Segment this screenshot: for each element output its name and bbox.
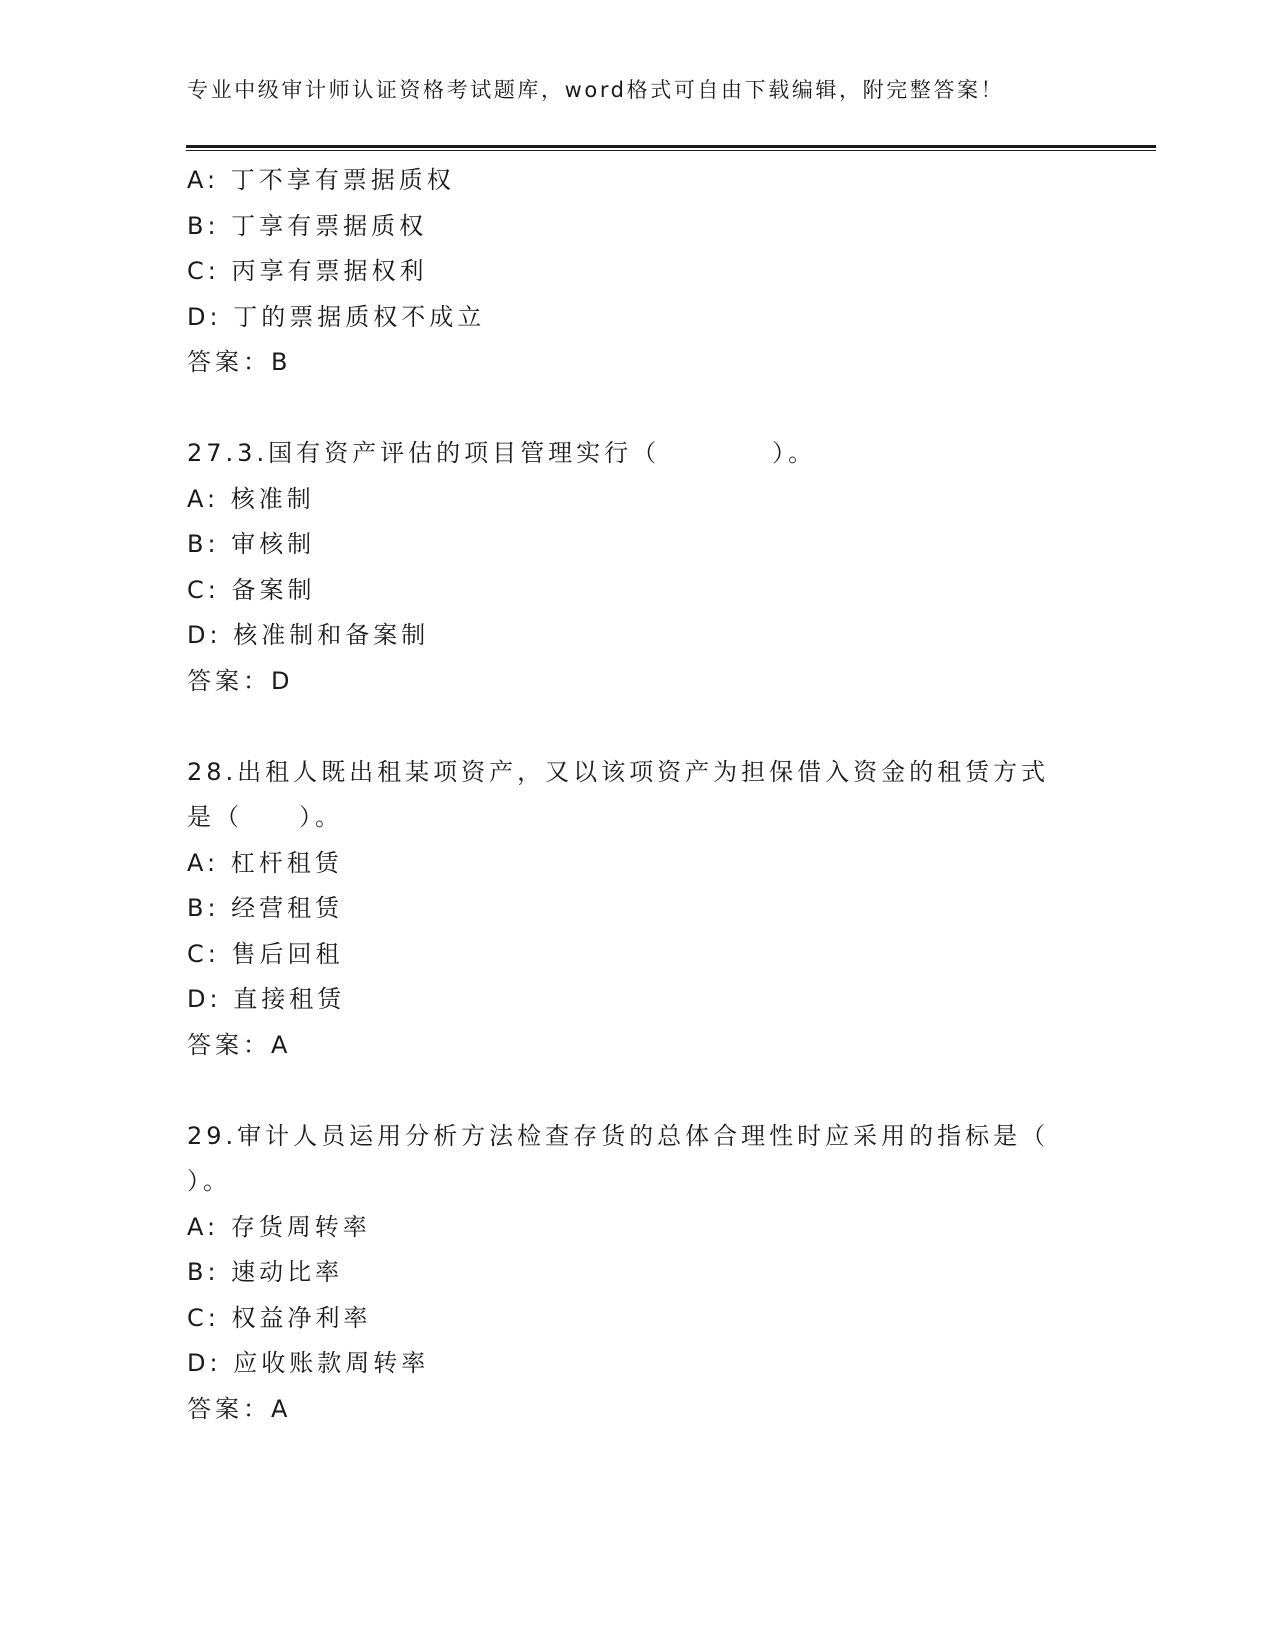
spacer (187, 1068, 1087, 1114)
option-a: A: 杠杆租赁 (187, 848, 343, 877)
question-list (187, 158, 1087, 1432)
question-text: 27.3.国有资产评估的项目管理实行（ ）。 (187, 439, 817, 467)
option-a: A: 丁不享有票据质权 (187, 166, 455, 194)
option-c: C: 售后回租 (187, 939, 344, 968)
question-text-line1: 29.审计人员运用分析方法检查存货的总体合理性时应采用的指标是（ (187, 1121, 1050, 1150)
option-b: B: 丁享有票据质权 (187, 211, 428, 240)
option-b: B: 经营租赁 (187, 894, 344, 922)
question-text-line2: 是（ ）。 (187, 803, 343, 831)
question-block-27 (187, 431, 1087, 704)
option-d: D: 丁的票据质权不成立 (187, 302, 486, 331)
spacer (187, 704, 1087, 750)
answer-line: 答案：B (187, 348, 292, 376)
option-b: B: 审核制 (187, 530, 316, 558)
question-block-prev (187, 158, 1087, 386)
option-c: C: 丙享有票据权利 (187, 257, 428, 285)
answer-line: 答案：A (187, 1030, 292, 1059)
option-a: A: 存货周转率 (187, 1212, 371, 1241)
spacer (187, 386, 1087, 432)
answer-line: 答案：D (187, 666, 294, 695)
question-text-line1: 28.出租人既出租某项资产，又以该项资产为担保借入资金的租赁方式 (187, 757, 1050, 786)
page-header: 专业中级审计师认证资格考试题库，word格式可自由下载编辑，附完整答案！ (187, 78, 1005, 102)
option-d: D: 核准制和备案制 (187, 621, 430, 649)
option-b: B: 速动比率 (187, 1258, 344, 1286)
question-block-29 (187, 1114, 1087, 1433)
header-rule-thin (186, 150, 1156, 151)
option-d: D: 直接租赁 (187, 985, 346, 1013)
option-d: D: 应收账款周转率 (187, 1349, 430, 1377)
question-text-line2: ）。 (187, 1167, 231, 1195)
answer-line: 答案：A (187, 1394, 292, 1423)
option-a: A: 核准制 (187, 484, 315, 513)
option-c: C: 权益净利率 (187, 1303, 372, 1332)
header-rule-thick (186, 145, 1156, 148)
option-c: C: 备案制 (187, 575, 316, 604)
question-block-28 (187, 750, 1087, 1069)
